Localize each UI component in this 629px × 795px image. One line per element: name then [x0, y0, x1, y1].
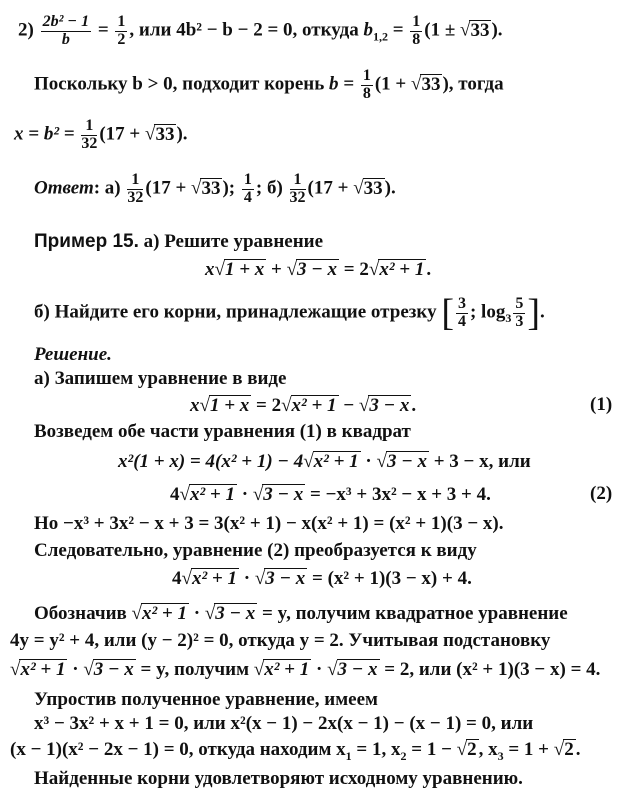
fraction: $\frac{1}{2}$ — [117, 13, 126, 48]
example-heading: Пример 15. а) Решите уравнение — [34, 231, 324, 252]
tag-2: (2) — [590, 483, 613, 504]
step-5: Обозначив √x² + 1 · √3 − x = y, получим квадратное уравнение — [34, 603, 568, 624]
equation-1: x√1 + x = 2√x² + 1 − √3 − x . — [190, 395, 417, 416]
fraction: $\frac{\text{2b² − 1}}{b}$ — [42, 13, 90, 48]
conclusion: Найденные корни удовлетворяют исходному уравнению. — [34, 768, 523, 789]
step-7: √x² + 1 · √3 − x = y, получим √x² + 1 · √3 − x = 2, или (x² + 1)(3 − x) = 4. — [10, 659, 601, 680]
equation-3: 4√x² + 1 · √3 − x = (x² + 1)(3 − x) + 4. — [172, 568, 472, 589]
step-1: а) Запишем уравнение в виде — [34, 368, 287, 389]
step-6: 4y = y² + 4, или (y − 2)² = 0, откуда y = 2. Учитывая подстановку — [10, 630, 551, 651]
answer-line: Ответ: а) $\frac{1}{32}$ (17 + √33 ); $\frac{1}{4}$ ; б) $\frac{1}{32}$ (17 + √33 ). — [34, 171, 396, 206]
step-8: Упростив полученное уравнение, имеем — [34, 689, 378, 710]
equation-2a: x²(1 + x) = 4(x² + 1) − 4√x² + 1 · √3 − x + 3 − x, или — [118, 451, 531, 472]
step-9: x³ − 3x² + x + 1 = 0, или x²(x − 1) − 2x(x − 1) − (x − 1) = 0, или — [34, 713, 534, 734]
step-10: (x − 1)(x² − 2x − 1) = 0, откуда находим $x_1 = 1$, $x_2 = 1 - √2$ , $x_3 = 1 + √2$ . — [10, 739, 581, 763]
step-4: Следовательно, уравнение (2) преобразуется к виду — [34, 540, 477, 561]
part-b: б) Найдите его корни, принадлежащие отрезку [ $\frac{3}{4}$ ; $\log_3$ $\frac{5}{3}$ ]. — [34, 292, 545, 334]
step-3: Но −x³ + 3x² − x + 3 = 3(x² + 1) − x(x² + 1) = (x² + 1)(3 − x). — [34, 513, 504, 534]
line-2: Поскольку b > 0, подходит корень b = $\frac{1}{8}$ (1 + √33 ), тогда — [34, 67, 504, 102]
line-3: x = b² = $\frac{1}{32}$ (17 + √33 ). — [14, 117, 188, 152]
equation-main: x√1 + x + √3 − x = 2√x² + 1 . — [205, 259, 432, 280]
solution-heading: Решение. — [34, 344, 112, 365]
line-1: 2) $\frac{\text{2b² − 1}}{b}$ = $\frac{1}{2}$ , или 4b² − b − 2 = 0, откуда $b_{1,2}$ = $\frac{1}{8}$ (1 ± √33 ). — [18, 13, 503, 48]
tag-1: (1) — [590, 394, 613, 415]
step-2: Возведем обе части уравнения (1) в квадрат — [34, 421, 411, 442]
equation-2: 4√x² + 1 · √3 − x = −x³ + 3x² − x + 3 + 4. — [170, 484, 491, 505]
